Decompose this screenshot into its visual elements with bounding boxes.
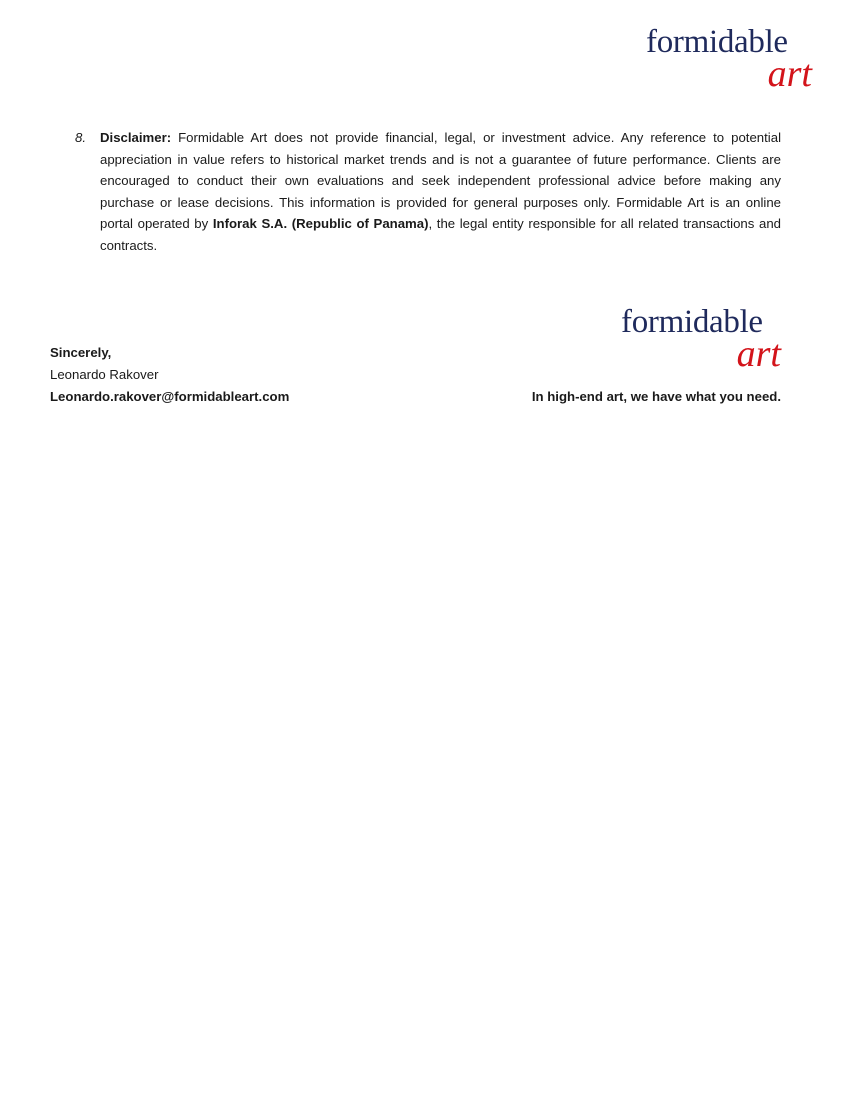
- signer-name: Leonardo Rakover: [50, 367, 159, 382]
- closing-text: Sincerely,: [50, 345, 112, 360]
- clause-number: 8.: [75, 130, 86, 145]
- tagline: In high-end art, we have what you need.: [531, 389, 781, 404]
- disclaimer-clause: [75, 127, 781, 257]
- signature-block: [50, 342, 289, 408]
- header-logo-art: art: [767, 53, 812, 95]
- legal-entity-name: Inforak S.A. (Republic of Panama): [212, 216, 429, 232]
- signer-email[interactable]: Leonardo.rakover@formidableart.com: [50, 389, 290, 404]
- footer-logo-art: art: [736, 333, 781, 375]
- footer-logo-formidable: formidable: [621, 304, 763, 340]
- clause-text-part-2: , the legal entity responsible for all related transactions and contracts.: [100, 216, 781, 253]
- header-logo: [646, 26, 812, 93]
- clause-text-part-1: Formidable Art does not provide financial, legal, or investment advice. Any reference to potential appreciation in value refers to historical market trends and is not a guarantee of future performance. Clients are encouraged to conduct their own evaluations and seek independent professional advice before making any purchase or lease decisions. This information is provided for general purposes only. Formidable Art is an online portal operated by: [100, 130, 781, 232]
- footer-logo: [621, 306, 781, 373]
- header-logo-formidable: formidable: [646, 24, 788, 60]
- clause-heading: Disclaimer:: [100, 130, 172, 145]
- clause-body: [100, 127, 781, 257]
